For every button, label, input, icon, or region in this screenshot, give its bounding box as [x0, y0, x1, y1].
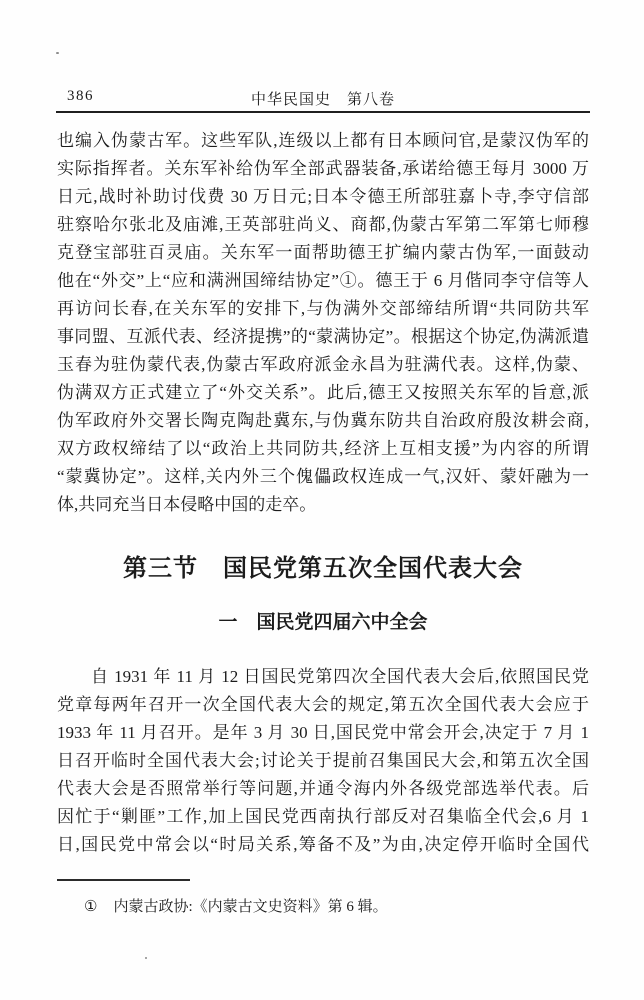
text-line: 实际指挥者。关东军补给伪军全部武器装备,承诺给德王每月 3000 万: [57, 159, 589, 178]
footnote-text: 内蒙古政协:《内蒙古文史资料》第 6 辑。: [113, 899, 388, 915]
text-line: “蒙冀协定”。这样,关内外三个傀儡政权连成一气,汉奸、蒙奸融为一: [57, 467, 589, 486]
body-paragraph-1: [57, 127, 589, 519]
text-line: 玉春为驻伪蒙代表,伪蒙古军政府派金永昌为驻满代表。这样,伪蒙、: [57, 355, 589, 374]
text-line: 自 1931 年 11 月 12 日国民党第四次全国代表大会后,依照国民党: [91, 667, 589, 686]
body-paragraph-2: [57, 663, 589, 859]
text-line: 也编入伪蒙古军。这些军队,连级以上都有日本顾问官,是蒙汉伪军的: [57, 131, 589, 150]
section-subheading: 一 国民党四届六中全会: [218, 612, 428, 633]
footnote: [57, 897, 589, 918]
text-line: 驻察哈尔张北及庙滩,王英部驻尚义、商都,伪蒙古军第二军第七师穆: [57, 215, 589, 234]
text-line: 代表大会是否照常举行等问题,并通令海内外各级党部选举代表。后: [57, 779, 589, 798]
text-line: 克登宝部驻百灵庙。关东军一面帮助德王扩编内蒙古伪军,一面鼓动: [57, 243, 589, 262]
text-line: 党章每两年召开一次全国代表大会的规定,第五次全国代表大会应于: [57, 695, 589, 714]
text-line: 事同盟、互派代表、经济提携”的“蒙满协定”。根据这个协定,伪满派遣: [57, 327, 589, 346]
running-title: 中华民国史 第八卷: [250, 92, 395, 108]
text-line: 双方政权缔结了以“政治上共同防共,经济上互相支援”为内容的所谓: [57, 439, 589, 458]
text-line: 伪满双方正式建立了“外交关系”。此后,德王又按照关东军的旨意,派: [57, 383, 589, 402]
text-line: 他在“外交”上“应和满洲国缔结协定”①。德王于 6 月偕同李守信等人: [57, 271, 589, 290]
footnote-divider: [57, 879, 190, 881]
text-line: 日元,战时补助讨伐费 30 万日元;日本令德王所部驻嘉卜寺,李守信部: [57, 187, 589, 206]
section-heading: 第三节 国民党第五次全国代表大会: [123, 556, 523, 582]
text-line: 伪军政府外交署长陶克陶赴冀东,与伪冀东防共自治政府殷汝耕会商,: [57, 411, 589, 430]
text-line: 日召开临时全国代表大会;讨论关于提前召集国民大会,和第五次全国: [57, 751, 589, 770]
scan-speck: [56, 52, 59, 54]
text-line: 因忙于“剿匪”工作,加上国民党西南执行部反对召集临全代会,6 月 1: [57, 807, 589, 826]
text-line: 1933 年 11 月召开。是年 3 月 30 日,国民党中常会开会,决定于 7 月 1: [57, 723, 589, 742]
page-number: 386: [67, 88, 94, 104]
text-line: 日,国民党中常会以“时局关系,筹备不及”为由,决定停开临时全国代: [57, 835, 589, 854]
text-line: 体,共同充当日本侵略中国的走卒。: [57, 495, 317, 514]
header-rule: [56, 111, 590, 113]
scan-speck: [145, 957, 147, 959]
footnote-marker: ①: [84, 899, 98, 915]
text-line: 再访问长春,在关东军的安排下,与伪满外交部缔结所谓“共同防共军: [57, 299, 589, 318]
